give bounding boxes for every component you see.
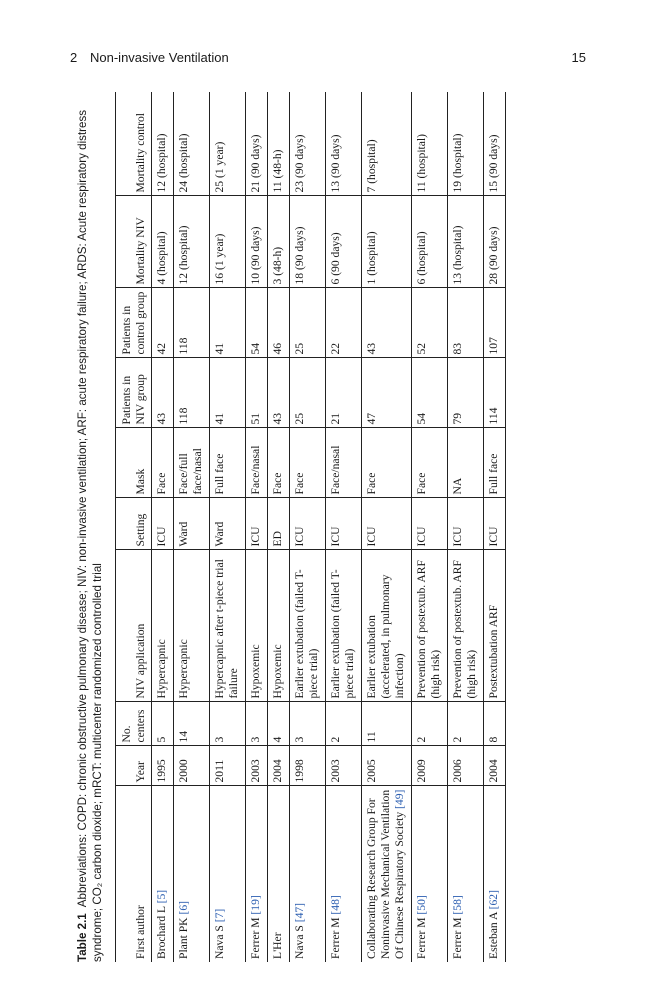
cell-patients-niv xyxy=(290,358,326,428)
running-header xyxy=(70,50,586,70)
cell-mortality-control-text: 24 (hospital) xyxy=(177,133,190,193)
cell-mask xyxy=(268,428,290,498)
cell-year xyxy=(152,746,174,786)
cell-centers-text: 2 xyxy=(329,736,342,743)
cell-year xyxy=(484,746,506,786)
rotated-table-block xyxy=(76,92,606,962)
cell-centers-text: 3 xyxy=(213,736,226,743)
cell-patients-control-text: 83 xyxy=(451,342,464,355)
cell-niv-application-text: Hypercapnic after t-piece trial failure xyxy=(213,559,240,699)
cell-centers xyxy=(210,702,246,746)
cell-patients-control xyxy=(362,288,412,358)
cell-centers xyxy=(268,702,290,746)
cell-patients-niv-text: 51 xyxy=(249,412,262,425)
cell-niv-application xyxy=(210,550,246,702)
cell-setting-text: ICU xyxy=(365,526,378,547)
cell-mortality-niv xyxy=(484,196,506,288)
table-row xyxy=(174,92,210,962)
cell-mortality-control xyxy=(412,92,448,196)
citation-link[interactable]: [62] xyxy=(487,890,500,910)
cell-centers xyxy=(326,702,362,746)
cell-mortality-niv xyxy=(290,196,326,288)
cell-mortality-control-text: 23 (90 days) xyxy=(293,134,306,193)
header-patients-niv: Patients in NIV group xyxy=(116,358,152,428)
cell-patients-control-text: 107 xyxy=(487,337,500,355)
cell-centers xyxy=(448,702,484,746)
cell-mask-text: Face xyxy=(293,472,306,495)
cell-first-author-text: Nava S xyxy=(213,925,226,959)
cell-patients-control xyxy=(268,288,290,358)
cell-first-author xyxy=(152,786,174,962)
cell-setting-text: ICU xyxy=(451,526,464,547)
cell-mask-text: Face xyxy=(155,472,168,495)
cell-mortality-niv xyxy=(412,196,448,288)
cell-mask xyxy=(362,428,412,498)
cell-first-author xyxy=(268,786,290,962)
cell-patients-niv xyxy=(412,358,448,428)
cell-patients-control-text: 52 xyxy=(415,342,428,355)
table-row xyxy=(362,92,412,962)
header-niv-application: NIV application xyxy=(116,550,152,702)
cell-mask-text: Face xyxy=(271,472,284,495)
cell-niv-application xyxy=(484,550,506,702)
cell-year xyxy=(362,746,412,786)
cell-year-text: 2004 xyxy=(487,759,500,783)
cell-patients-niv-text: 54 xyxy=(415,412,428,425)
cell-first-author xyxy=(326,786,362,962)
cell-patients-niv-text: 21 xyxy=(329,412,342,425)
cell-patients-control-text: 118 xyxy=(177,337,190,355)
cell-mortality-control-text: 21 (90 days) xyxy=(249,134,262,193)
table-caption xyxy=(76,92,105,962)
cell-niv-application-text: Hypoxemic xyxy=(249,644,262,699)
cell-first-author xyxy=(246,786,268,962)
cell-patients-niv xyxy=(326,358,362,428)
cell-patients-niv-text: 118 xyxy=(177,407,190,425)
cell-niv-application xyxy=(174,550,210,702)
cell-centers xyxy=(484,702,506,746)
table-row xyxy=(448,92,484,962)
cell-year-text: 2011 xyxy=(213,759,226,783)
cell-niv-application-text: Prevention of postextub. ARF (high risk) xyxy=(451,560,478,699)
cell-mortality-control-text: 15 (90 days) xyxy=(487,134,500,193)
cell-mask-text: Full face xyxy=(487,453,500,495)
cell-mortality-niv xyxy=(268,196,290,288)
table-row xyxy=(246,92,268,962)
table-label: Table 2.1 xyxy=(76,913,89,962)
cell-mask-text: Face xyxy=(415,472,428,495)
cell-mortality-niv xyxy=(174,196,210,288)
cell-niv-application xyxy=(290,550,326,702)
citation-link[interactable]: [6] xyxy=(177,901,190,915)
table-row xyxy=(210,92,246,962)
cell-first-author-text: Ferrer M xyxy=(451,917,464,959)
table-header-row xyxy=(116,92,152,962)
cell-mask xyxy=(448,428,484,498)
cell-niv-application-text: Prevention of postextub. ARF (high risk) xyxy=(415,560,442,699)
cell-centers xyxy=(152,702,174,746)
cell-patients-niv xyxy=(484,358,506,428)
cell-mortality-control xyxy=(246,92,268,196)
cell-setting-text: ICU xyxy=(329,526,342,547)
cell-patients-control-text: 54 xyxy=(249,342,262,355)
cell-mortality-control xyxy=(268,92,290,196)
cell-patients-control xyxy=(210,288,246,358)
cell-patients-control-text: 22 xyxy=(329,342,342,355)
cell-mortality-niv-text: 6 (hospital) xyxy=(415,231,428,285)
cell-setting xyxy=(174,498,210,550)
cell-mortality-niv-text: 6 (90 days) xyxy=(329,232,342,285)
cell-setting-text: Ward xyxy=(177,521,190,547)
cell-patients-control xyxy=(412,288,448,358)
cell-patients-niv xyxy=(268,358,290,428)
cell-year xyxy=(268,746,290,786)
cell-centers-text: 2 xyxy=(415,736,428,743)
cell-year-text: 2006 xyxy=(451,759,464,783)
cell-mortality-control xyxy=(152,92,174,196)
cell-setting xyxy=(152,498,174,550)
cell-first-author-text: Brochard L xyxy=(155,906,168,959)
cell-patients-control xyxy=(326,288,362,358)
cell-patients-niv-text: 41 xyxy=(213,412,226,425)
cell-mortality-niv-text: 28 (90 days) xyxy=(487,226,500,285)
cell-mask xyxy=(210,428,246,498)
header-patients-control: Patients in control group xyxy=(116,288,152,358)
cell-patients-niv-text: 25 xyxy=(293,412,306,425)
cell-first-author-text: L'Her xyxy=(271,932,284,959)
cell-first-author-text: Collaborating Research Group For Noninvasive Mechanical Ventilation Of Chinese Respiratory Society xyxy=(365,789,406,959)
cell-year-text: 2003 xyxy=(249,759,262,783)
cell-patients-control xyxy=(152,288,174,358)
table-row xyxy=(484,92,506,962)
cell-centers-text: 5 xyxy=(155,736,168,743)
cell-mortality-niv-text: 4 (hospital) xyxy=(155,231,168,285)
cell-mask-text: NA xyxy=(451,477,464,495)
cell-mask xyxy=(152,428,174,498)
cell-first-author-text: Ferrer M xyxy=(415,917,428,959)
cell-mortality-control-text: 12 (hospital) xyxy=(155,133,168,193)
cell-centers-text: 4 xyxy=(271,736,284,743)
cell-mortality-control-text: 25 (1 year) xyxy=(213,141,226,193)
cell-mortality-control-text: 11 (hospital) xyxy=(415,134,428,193)
trials-table xyxy=(115,92,506,962)
cell-first-author-text: Esteban A xyxy=(487,912,500,959)
cell-first-author-text: Ferrer M xyxy=(329,917,342,959)
cell-mask-text: Face xyxy=(365,472,378,495)
cell-setting xyxy=(326,498,362,550)
citation-link[interactable]: [58] xyxy=(451,895,464,915)
cell-first-author-text: Plant PK xyxy=(177,917,190,959)
cell-first-author xyxy=(290,786,326,962)
table-row xyxy=(268,92,290,962)
cell-setting xyxy=(268,498,290,550)
cell-mortality-control-text: 13 (90 days) xyxy=(329,134,342,193)
cell-setting xyxy=(448,498,484,550)
cell-niv-application xyxy=(326,550,362,702)
cell-niv-application xyxy=(448,550,484,702)
cell-setting xyxy=(246,498,268,550)
cell-patients-control xyxy=(246,288,268,358)
citation-link[interactable]: [50] xyxy=(415,895,428,915)
cell-year-text: 2005 xyxy=(365,759,378,783)
cell-mask xyxy=(174,428,210,498)
cell-mortality-control xyxy=(174,92,210,196)
cell-mask xyxy=(246,428,268,498)
cell-niv-application-text: Earlier extubation (failed T-piece trial) xyxy=(329,569,356,699)
citation-link[interactable]: [48] xyxy=(329,895,342,915)
cell-setting xyxy=(210,498,246,550)
cell-patients-niv xyxy=(210,358,246,428)
cell-patients-control-text: 25 xyxy=(293,342,306,355)
cell-niv-application xyxy=(246,550,268,702)
cell-centers-text: 3 xyxy=(293,736,306,743)
cell-patients-control xyxy=(290,288,326,358)
cell-year-text: 1995 xyxy=(155,759,168,783)
table-row xyxy=(326,92,362,962)
cell-mortality-niv xyxy=(210,196,246,288)
cell-first-author xyxy=(174,786,210,962)
cell-mortality-niv xyxy=(326,196,362,288)
cell-year xyxy=(290,746,326,786)
table-caption-text: Abbreviations: COPD: chronic obstructive pulmonary disease; NIV: non-invasive ventilation; ARF: acute respiratory failure; ARDS: Acute respiratory distress syndrome; CO₂ carbon dioxide; mRCT: multicenter randomized controlled trial xyxy=(76,109,104,962)
cell-year-text: 2004 xyxy=(271,759,284,783)
cell-mortality-control xyxy=(326,92,362,196)
cell-niv-application xyxy=(412,550,448,702)
cell-first-author xyxy=(210,786,246,962)
cell-mortality-control xyxy=(290,92,326,196)
chapter-number: 2 xyxy=(70,50,78,65)
cell-patients-control-text: 42 xyxy=(155,342,168,355)
cell-patients-niv-text: 47 xyxy=(365,412,378,425)
cell-first-author-text: Nava S xyxy=(293,925,306,959)
cell-patients-niv-text: 43 xyxy=(155,412,168,425)
header-centers: No. centers xyxy=(116,702,152,746)
cell-mortality-control xyxy=(210,92,246,196)
cell-mask-text: Face/full face/nasal xyxy=(177,448,204,495)
cell-mortality-control-text: 19 (hospital) xyxy=(451,133,464,193)
header-year: Year xyxy=(116,746,152,786)
cell-first-author xyxy=(412,786,448,962)
cell-centers-text: 11 xyxy=(365,731,378,743)
citation-link[interactable]: [47] xyxy=(293,902,306,923)
cell-year-text: 2000 xyxy=(177,759,190,783)
cell-mask-text: Face/nasal xyxy=(329,445,342,495)
cell-mortality-control xyxy=(448,92,484,196)
cell-patients-niv xyxy=(362,358,412,428)
cell-setting-text: ICU xyxy=(155,526,168,547)
cell-patients-niv xyxy=(152,358,174,428)
cell-setting xyxy=(362,498,412,550)
cell-patients-control xyxy=(484,288,506,358)
cell-setting-text: ED xyxy=(271,531,284,547)
cell-centers-text: 14 xyxy=(177,730,190,743)
cell-setting-text: ICU xyxy=(249,526,262,547)
cell-mask-text: Face/nasal xyxy=(249,445,262,495)
cell-centers xyxy=(290,702,326,746)
table-row xyxy=(152,92,174,962)
cell-centers-text: 2 xyxy=(451,736,464,743)
cell-patients-niv-text: 79 xyxy=(451,412,464,425)
cell-niv-application xyxy=(362,550,412,702)
cell-patients-niv-text: 43 xyxy=(271,412,284,425)
cell-centers xyxy=(246,702,268,746)
cell-year-text: 2009 xyxy=(415,759,428,783)
cell-patients-control xyxy=(174,288,210,358)
citation-link[interactable]: [7] xyxy=(213,908,226,923)
cell-first-author xyxy=(448,786,484,962)
cell-year xyxy=(174,746,210,786)
cell-year xyxy=(412,746,448,786)
table-row xyxy=(412,92,448,962)
cell-patients-niv xyxy=(246,358,268,428)
cell-mask xyxy=(290,428,326,498)
cell-patients-control xyxy=(448,288,484,358)
cell-niv-application xyxy=(152,550,174,702)
cell-mortality-niv xyxy=(152,196,174,288)
cell-year xyxy=(326,746,362,786)
cell-centers-text: 3 xyxy=(249,736,262,743)
cell-mortality-niv-text: 18 (90 days) xyxy=(293,226,306,285)
chapter-title: Non-invasive Ventilation xyxy=(90,50,229,65)
cell-mask xyxy=(412,428,448,498)
cell-mortality-niv-text: 3 (48-h) xyxy=(271,246,284,285)
cell-mortality-control xyxy=(484,92,506,196)
cell-patients-niv-text: 114 xyxy=(487,407,500,425)
cell-patients-niv xyxy=(448,358,484,428)
header-first-author: First author xyxy=(134,905,147,959)
cell-patients-control-text: 46 xyxy=(271,342,284,355)
cell-setting-text: Ward xyxy=(213,521,226,547)
cell-first-author-text: Ferrer M xyxy=(249,917,262,959)
cell-year-text: 2003 xyxy=(329,759,342,783)
cell-setting-text: ICU xyxy=(293,526,306,547)
header-mask: Mask xyxy=(116,428,152,498)
page-number: 15 xyxy=(571,50,586,65)
citation-link[interactable]: [5] xyxy=(155,889,168,904)
cell-centers xyxy=(174,702,210,746)
cell-setting-text: ICU xyxy=(487,526,500,547)
cell-setting xyxy=(412,498,448,550)
cell-centers-text: 8 xyxy=(487,736,500,743)
cell-niv-application-text: Earlier extubation (accelerated, in pulmonary infection) xyxy=(365,574,406,699)
cell-centers xyxy=(412,702,448,746)
cell-mortality-niv xyxy=(246,196,268,288)
cell-first-author xyxy=(484,786,506,962)
citation-link[interactable]: [19] xyxy=(249,895,262,915)
cell-setting xyxy=(484,498,506,550)
header-setting: Setting xyxy=(116,498,152,550)
cell-setting xyxy=(290,498,326,550)
cell-mortality-niv xyxy=(362,196,412,288)
cell-first-author xyxy=(362,786,412,962)
cell-mortality-control-text: 11 (48-h) xyxy=(271,149,284,193)
cell-year xyxy=(210,746,246,786)
cell-year xyxy=(448,746,484,786)
cell-mortality-niv-text: 13 (hospital) xyxy=(451,225,464,285)
cell-mask-text: Full face xyxy=(213,453,226,495)
cell-mask xyxy=(326,428,362,498)
citation-link[interactable]: [49] xyxy=(393,789,406,809)
cell-centers xyxy=(362,702,412,746)
cell-patients-niv xyxy=(174,358,210,428)
cell-mortality-niv-text: 16 (1 year) xyxy=(213,233,226,285)
cell-mask xyxy=(484,428,506,498)
cell-niv-application-text: Hypoxemic xyxy=(271,644,284,699)
cell-mortality-control-text: 7 (hospital) xyxy=(365,139,378,193)
cell-patients-control-text: 41 xyxy=(213,342,226,355)
cell-setting-text: ICU xyxy=(415,526,428,547)
header-mortality-control: Mortality control xyxy=(116,92,152,196)
table-row xyxy=(290,92,326,962)
cell-niv-application-text: Earlier extubation (failed T-piece trial) xyxy=(293,569,320,699)
cell-niv-application-text: Hypercapnic xyxy=(155,639,168,699)
cell-mortality-niv-text: 1 (hospital) xyxy=(365,231,378,285)
cell-year-text: 1998 xyxy=(293,759,306,783)
cell-mortality-niv xyxy=(448,196,484,288)
cell-mortality-control xyxy=(362,92,412,196)
cell-niv-application-text: Hypercapnic xyxy=(177,639,190,699)
cell-patients-control-text: 43 xyxy=(365,342,378,355)
cell-year xyxy=(246,746,268,786)
cell-niv-application-text: Postextubation ARF xyxy=(487,604,500,699)
cell-mortality-niv-text: 10 (90 days) xyxy=(249,226,262,285)
cell-mortality-niv-text: 12 (hospital) xyxy=(177,225,190,285)
header-mortality-niv: Mortality NIV xyxy=(116,196,152,288)
cell-niv-application xyxy=(268,550,290,702)
